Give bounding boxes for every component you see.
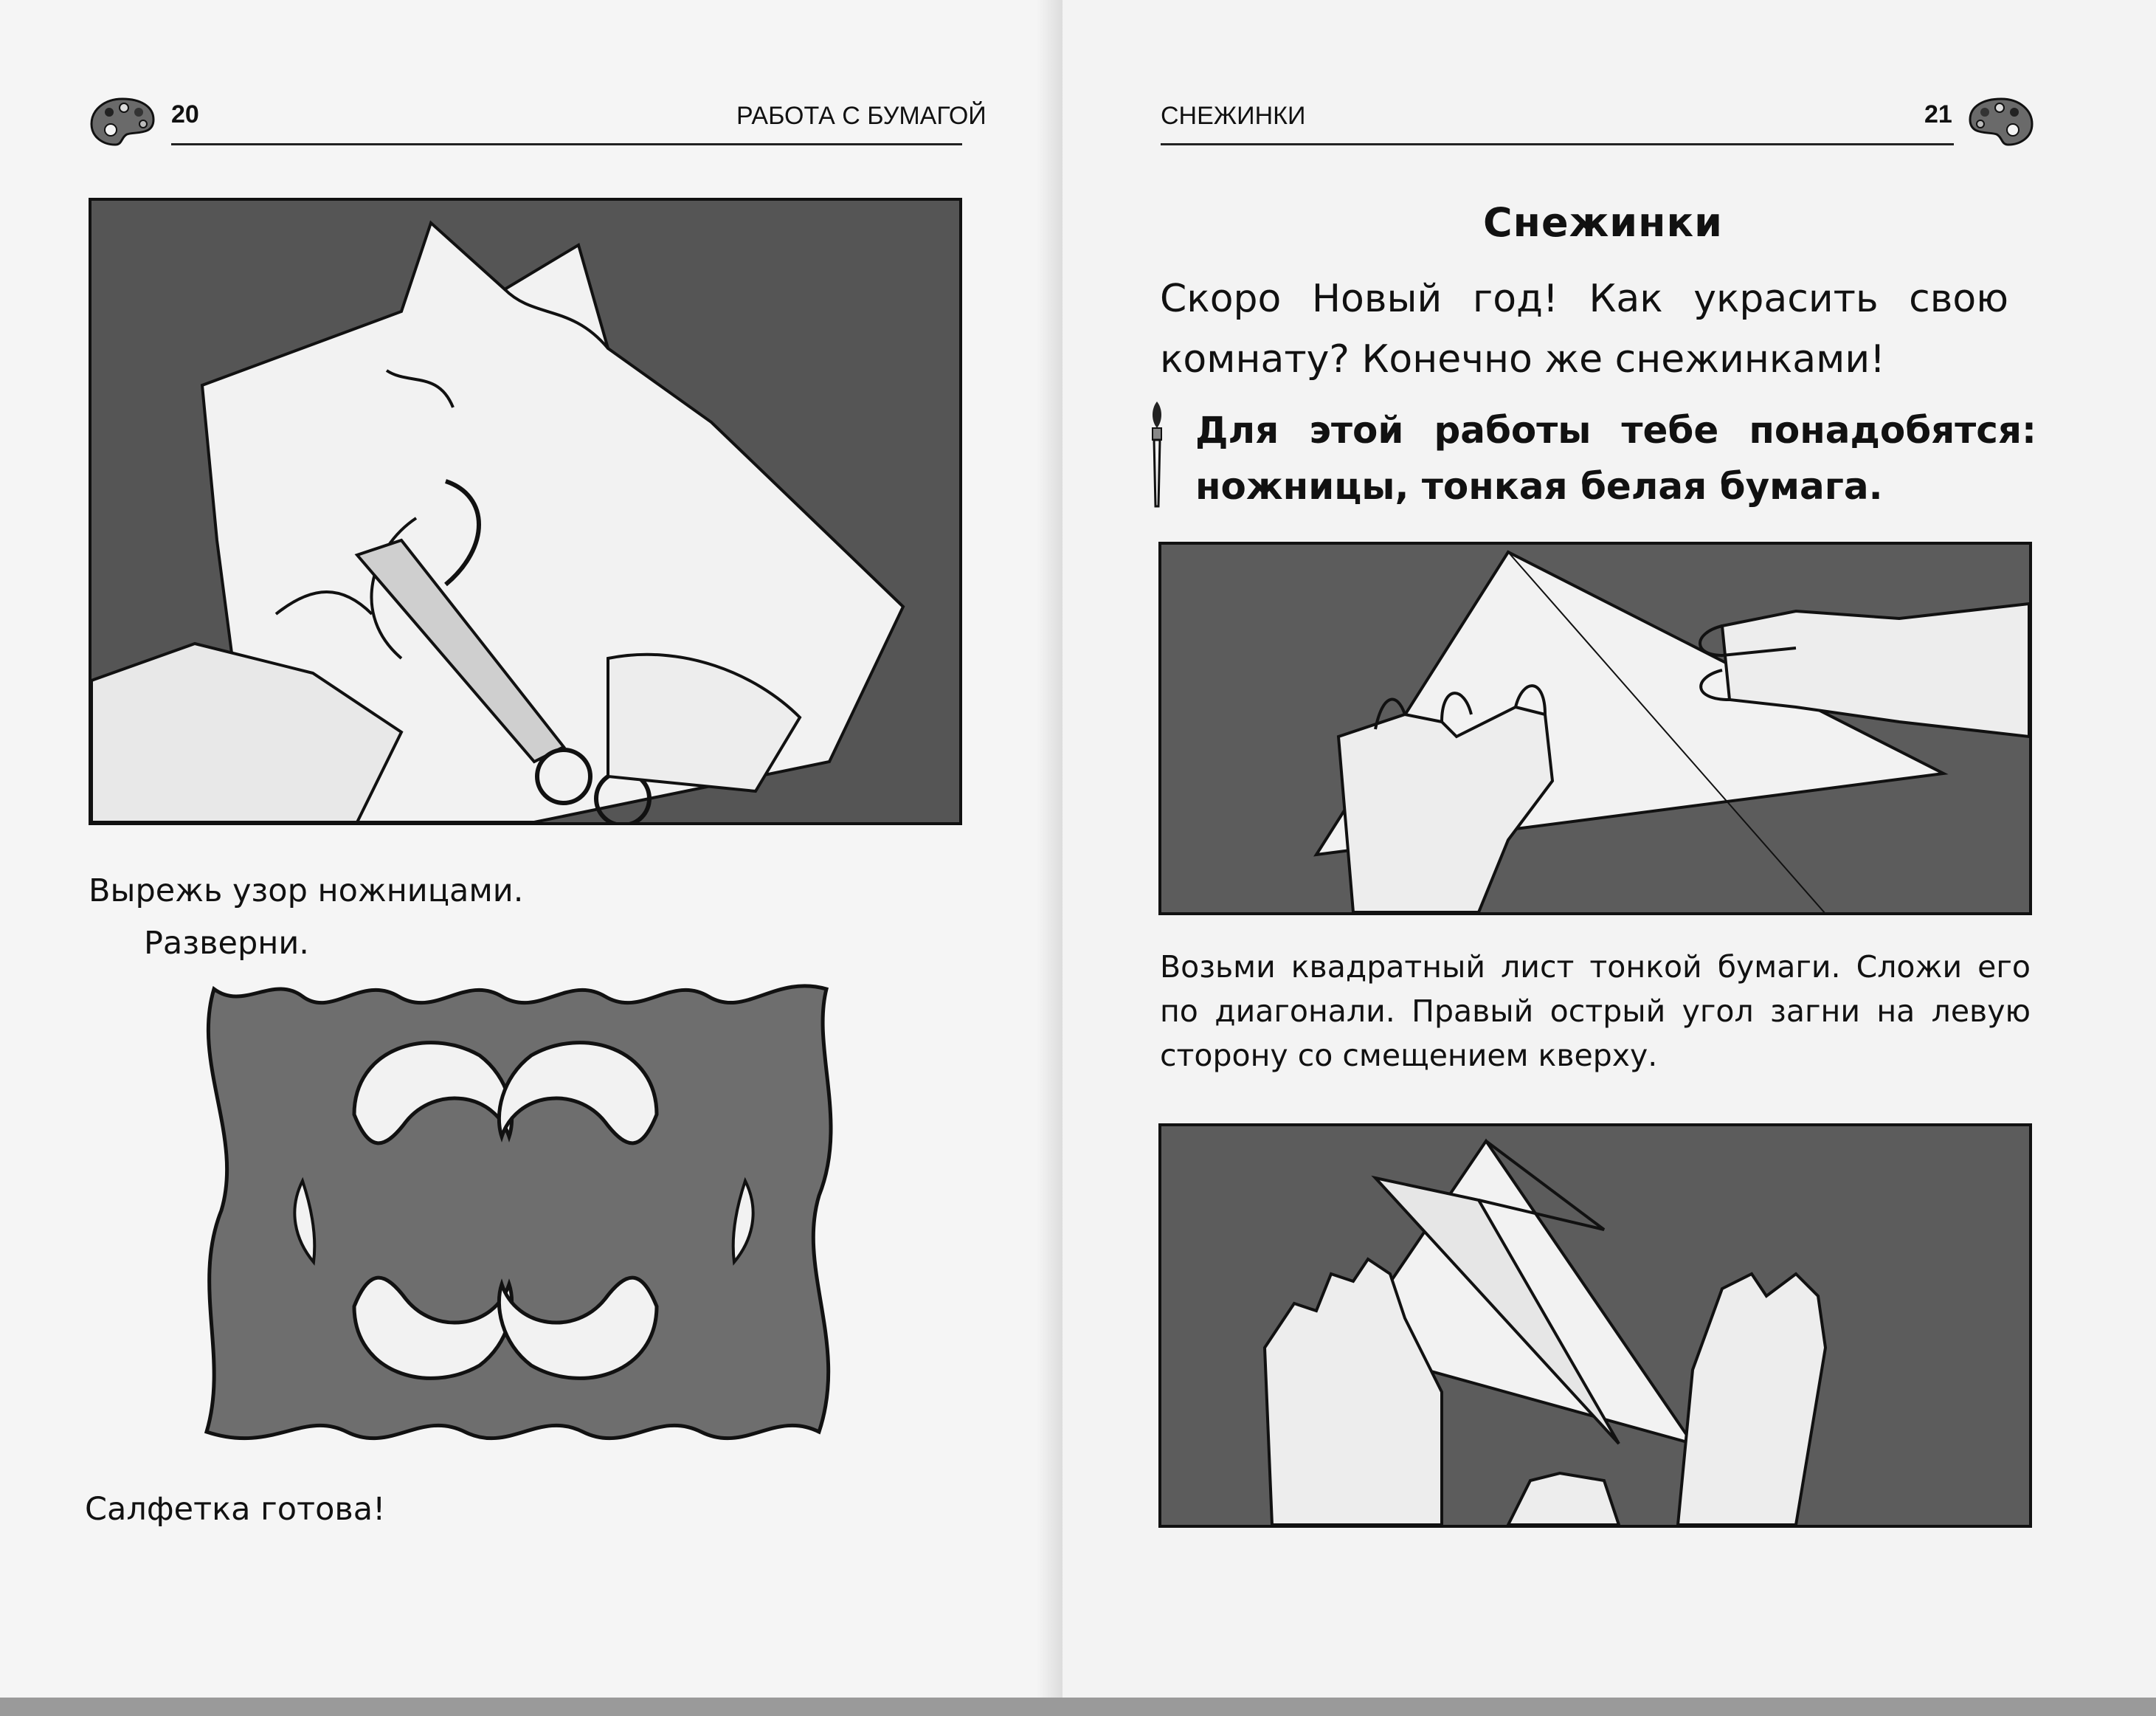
header-rule bbox=[1161, 143, 1954, 145]
materials-list: Для этой работы тебе понадобятся: ножницы, тонкая белая бумага. bbox=[1195, 409, 2036, 508]
step-instructions: Возьми квадратный лист тонкой бумаги. Сложи его по диагонали. Правый острый угол загни на левую сторону со смещением кверху. bbox=[1160, 949, 2031, 1073]
header-rule bbox=[171, 143, 962, 145]
left-page bbox=[0, 0, 1063, 1698]
paintbrush-icon bbox=[1144, 399, 1170, 509]
page-number: 20 bbox=[171, 100, 199, 128]
scan-bottom-edge bbox=[0, 1698, 2156, 1716]
running-title: СНЕЖИНКИ bbox=[1161, 102, 1306, 130]
caption-done: Салфетка готова! bbox=[85, 1491, 386, 1528]
right-header bbox=[1063, 0, 2156, 148]
page-title: Снежинки bbox=[1483, 199, 1723, 246]
page-number: 21 bbox=[1924, 100, 1952, 128]
illustration-folding-diagonal bbox=[1158, 542, 2032, 915]
paint-palette-icon bbox=[89, 96, 156, 148]
right-page bbox=[1063, 0, 2156, 1698]
illustration-folding-corner bbox=[1158, 1123, 2032, 1528]
left-header bbox=[0, 0, 1063, 148]
caption-cut: Вырежь узор ножницами. bbox=[89, 872, 524, 909]
intro-paragraph: Скоро Новый год! Как украсить свою комнату? Конечно же снежинками! bbox=[1160, 277, 2008, 382]
running-title: РАБОТА С БУМАГОЙ bbox=[736, 102, 987, 130]
paint-palette-icon bbox=[1967, 96, 2035, 148]
caption-unfold: Разверни. bbox=[144, 925, 309, 962]
illustration-napkin bbox=[184, 974, 863, 1461]
illustration-cutting-pattern bbox=[89, 198, 962, 825]
